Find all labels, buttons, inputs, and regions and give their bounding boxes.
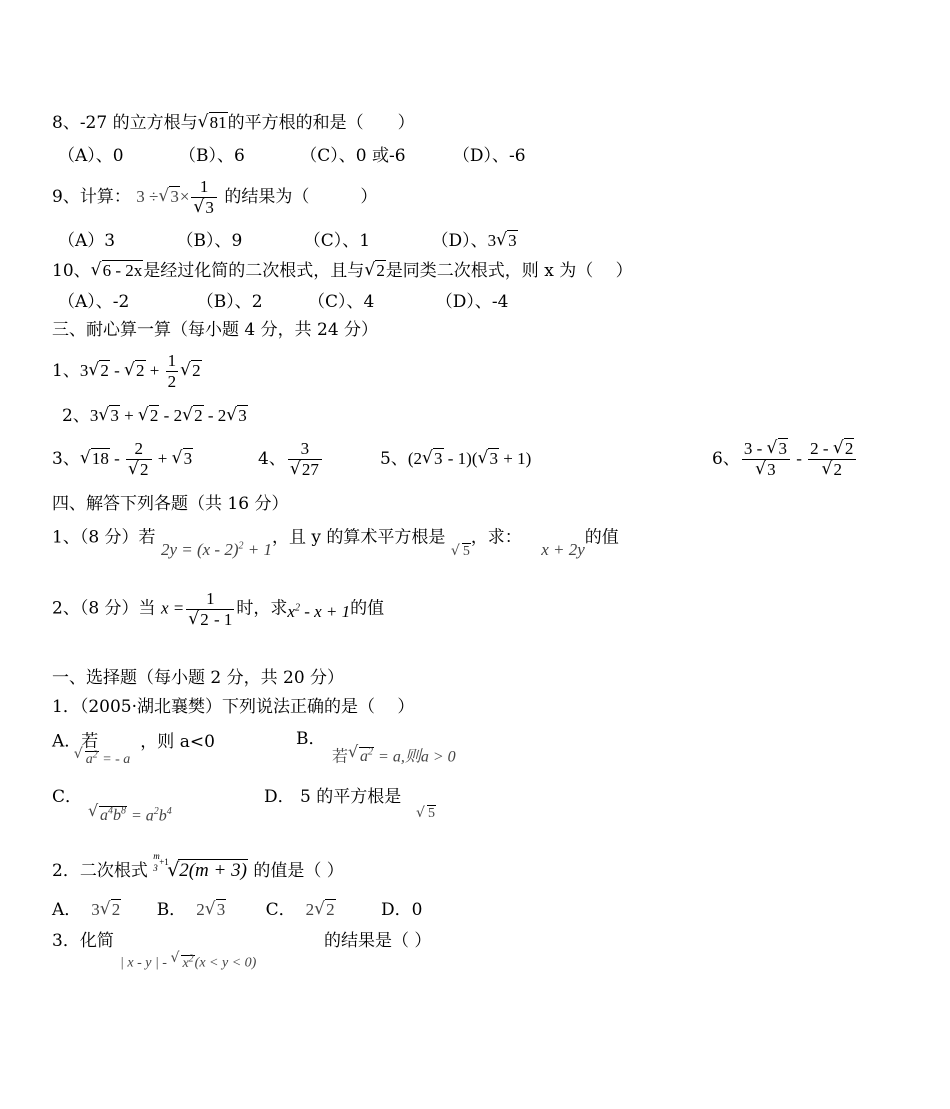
section-4-title: 四、解答下列各题（共 16 分） <box>52 494 289 514</box>
sec4-problem-2: 2、（8 分）当 x = 1 √ 2 - 1 时，求$x^2 - x + 1$的值 <box>52 580 384 634</box>
sec3-problem-2: 2、3√ 3 + √ 2 - 2√ 2 - 2√ 3 <box>62 405 248 427</box>
q10-options: （A）、-2 （B）、2 （C）、4 （D）、-4 <box>58 292 509 312</box>
q9-options: （A）3 （B）、9 （C）、1 （D）、3√ 3 <box>58 230 518 252</box>
question-8: 8、-27 的立方根与√ 81的平方根的和是（ ） <box>52 112 415 134</box>
q2-root-index: m 3 +1 <box>153 850 169 873</box>
sec1-q1-option-c-expr: √ $a^4b^8 = a^2b^4$ <box>88 801 172 827</box>
question-9: 9、计算： 3 ÷√ 3× 1 √ 3 的结果为（ ） <box>52 172 377 222</box>
sec1-question-3: 3．化简 <box>52 931 114 951</box>
q8-options <box>58 145 526 167</box>
q9-fraction: 1 √ 3 <box>191 177 217 218</box>
sec1-q1-option-b-expr: 若√ $a^2 = a$,则a > 0 <box>332 742 456 768</box>
sec1-q1-option-d-expr: √ 5 <box>416 801 436 825</box>
sec4-problem-1: 1、（8 分）若 2y = (x - 2)$^2$ + 1，且 y 的算术平方根是 √ 5，求： x + 2y的值 <box>52 523 619 551</box>
sec1-q1-option-c: C． <box>52 787 83 807</box>
q8-option-a: （A）、0 <box>58 146 124 166</box>
q8-option-b: （B）、6 <box>179 146 245 166</box>
q8-option-c: （C）、0 或-6 <box>300 146 406 166</box>
sec3-problem-6: 6、 3 - √ 3 √ 3 - 2 - √ 2 √ 2 <box>712 434 858 484</box>
sec1-q1-option-b: B． <box>296 729 326 749</box>
section-3-title: 三、耐心算一算（每小题 4 分，共 24 分） <box>52 320 379 340</box>
sec1-q2-options: A． 3√ 2 B． 2√ 3 C． 2√ 2 D．0 <box>52 899 422 921</box>
sec1-question-1: 1．（2005·湖北襄樊）下列说法正确的是（ ） <box>52 697 415 717</box>
question-10: 10、√ 6 - 2x是经过化简的二次根式，且与√ 2是同类二次根式，则 x 为（ ） <box>52 260 633 282</box>
sqrt-81: √ 81 <box>198 112 228 134</box>
sec3-problem-1: 1、3√ 2 - √ 2 + $\frac{1}{2}$ √ 2 <box>52 346 202 396</box>
sec1-q1-option-a: A．若 √ $_{a^2 = - a}$，则 a<0 <box>52 728 215 755</box>
sec1-q3-expr: | x - y | - √ $x^2(x < y < 0)$ <box>120 948 256 975</box>
sec3-problem-4: 4、 3 √ 27 <box>258 434 324 484</box>
sec1-question-2: 2．二次根式 m 3 +1 √ 2(m + 3) 的值是（ ） <box>52 851 344 891</box>
section-1-title: 一、选择题（每小题 2 分，共 20 分） <box>52 668 345 688</box>
sec1-q1-option-d: D． 5 的平方根是 <box>264 787 402 807</box>
sec3-problems-3-6: 3、√ 18 - 2 √ 2 + √ 3 <box>52 434 193 484</box>
q8-option-d: （D）、-6 <box>452 146 526 166</box>
sec3-problem-5: 5、(2√ 3 - 1)(√ 3 + 1) <box>380 434 531 484</box>
sec1-q3-tail: 的结果是（ ） <box>324 931 432 951</box>
